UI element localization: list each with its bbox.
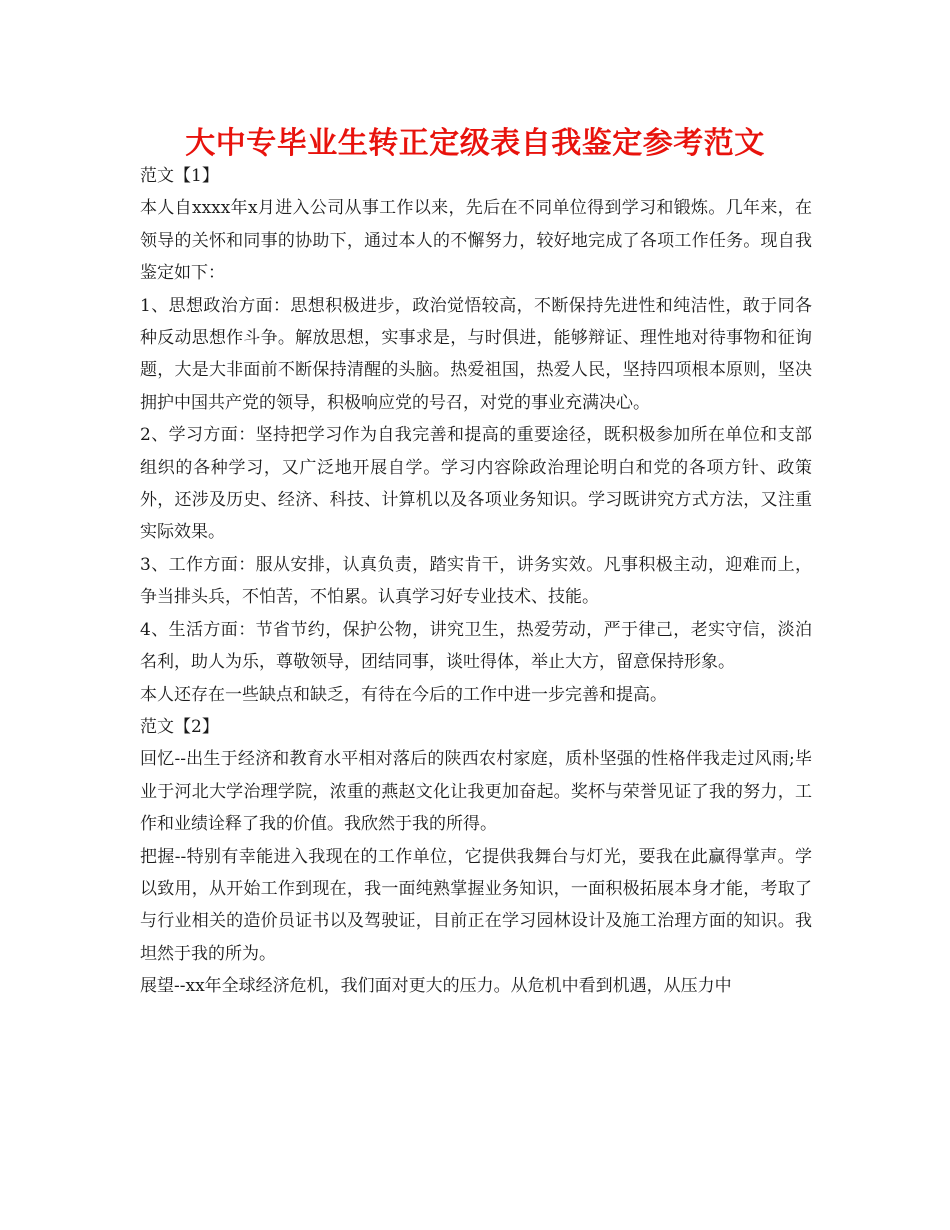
sample-2-grasp-paragraph: 把握--特别有幸能进入我现在的工作单位，它提供我舞台与灯光，要我在此赢得掌声。学以致用，从开始工作到现在，我一面纯熟掌握业务知识，一面积极拓展本身才能，考取了与行业相关的造价员证书以及驾驶证，目前正在学习园林设计及施工治理方面的知识。我坦然于我的所为。 bbox=[140, 846, 812, 964]
document-body bbox=[140, 160, 812, 1003]
sample-1-study-paragraph: 2、学习方面：坚持把学习作为自我完善和提高的重要途径，既积极参加所在单位和支部组织的各种学习，又广泛地开展自学。学习内容除政治理论明白和党的各项方针、政策外，还涉及历史、经济、科技、计算机以及各项业务知识。学习既讲究方式方法，又注重实际效果。 bbox=[140, 425, 812, 543]
sample-1-life-paragraph: 4、生活方面：节省节约，保护公物，讲究卫生，热爱劳动，严于律己，老实守信，淡泊名利，助人为乐，尊敬领导，团结同事，谈吐得体，举止大方，留意保持形象。 bbox=[140, 619, 812, 673]
sample-1-intro-paragraph: 本人自xxxx年x月进入公司从事工作以来，先后在不同单位得到学习和锻炼。几年来，在领导的关怀和同事的协助下，通过本人的不懈努力，较好地完成了各项工作任务。现自我鉴定如下： bbox=[140, 198, 812, 284]
sample-1-closing-paragraph: 本人还存在一些缺点和缺乏，有待在今后的工作中进一步完善和提高。 bbox=[140, 684, 667, 705]
sample-2-recall-paragraph: 回忆--出生于经济和教育水平相对落后的陕西农村家庭，质朴坚强的性格伴我走过风雨;毕业于河北大学治理学院，浓重的燕赵文化让我更加奋起。奖杯与荣誉见证了我的努力，工作和业绩诠释了我的价值。我欣然于我的所得。 bbox=[140, 749, 812, 835]
sample-1-heading: 范文【1】 bbox=[140, 166, 219, 186]
sample-1-work-paragraph: 3、工作方面：服从安排，认真负责，踏实肯干，讲务实效。凡事积极主动，迎难而上，争当排头兵，不怕苦，不怕累。认真学习好专业技术、技能。 bbox=[140, 554, 812, 608]
sample-2-outlook-paragraph: 展望--xx年全球经济危机，我们面对更大的压力。从危机中看到机遇，从压力中 bbox=[140, 976, 732, 997]
sample-2-heading: 范文【2】 bbox=[140, 716, 219, 737]
document-title: 大中专毕业生转正定级表自我鉴定参考范文 bbox=[185, 126, 765, 161]
sample-1-political-paragraph: 1、思想政治方面：思想积极进步，政治觉悟较高，不断保持先进性和纯洁性，敢于同各种反动思想作斗争。解放思想，实事求是，与时俱进，能够辩证、理性地对待事物和征询题，大是大非面前不断保持清醒的头脑。热爱祖国，热爱人民，坚持四项根本原则，坚决拥护中国共产党的领导，积极响应党的号召，对党的事业充满决心。 bbox=[140, 295, 812, 413]
